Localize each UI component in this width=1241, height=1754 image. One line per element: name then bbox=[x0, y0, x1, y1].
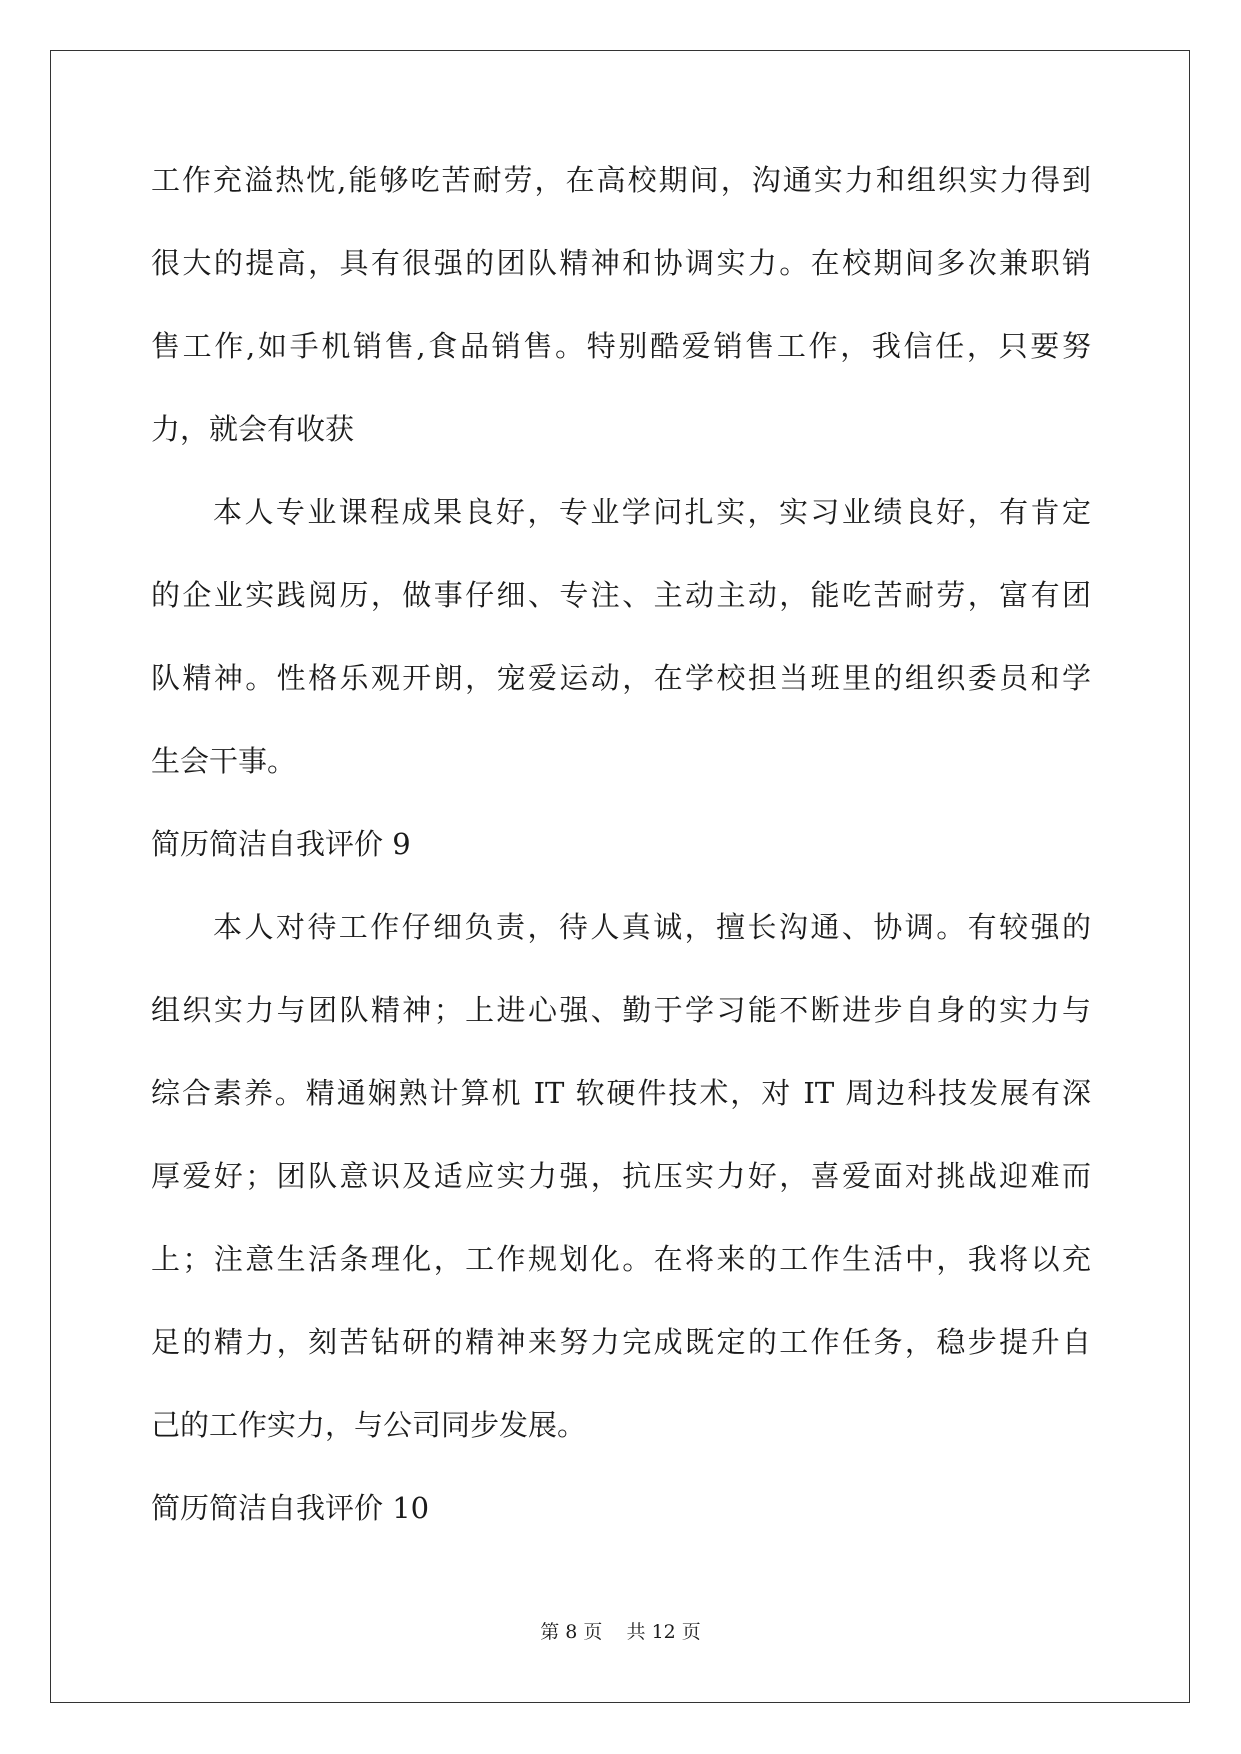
body-line: 的企业实践阅历，做事仔细、专注、主动主动，能吃苦耐劳，富有团 bbox=[151, 578, 1091, 612]
page-number: 第 8 页 共 12 页 bbox=[540, 1621, 701, 1643]
body-line: 足的精力，刻苦钻研的精神来努力完成既定的工作任务，稳步提升自 bbox=[151, 1325, 1091, 1359]
body-line: 综合素养。精通娴熟计算机 IT 软硬件技术，对 IT 周边科技发展有深 bbox=[151, 1076, 1091, 1110]
body-line: 组织实力与团队精神；上进心强、勤于学习能不断进步自身的实力与 bbox=[151, 993, 1091, 1027]
body-line: 很大的提高，具有很强的团队精神和协调实力。在校期间多次兼职销 bbox=[151, 246, 1091, 280]
paragraph-first-line: 本人专业课程成果良好，专业学问扎实，实习业绩良好，有肯定 bbox=[213, 495, 1091, 529]
section-heading: 简历简洁自我评价 9 bbox=[151, 827, 411, 861]
body-line: 售工作,如手机销售,食品销售。特别酷爱销售工作，我信任，只要努 bbox=[151, 329, 1091, 363]
body-line: 厚爱好；团队意识及适应实力强，抗压实力好，喜爱面对挑战迎难而 bbox=[151, 1159, 1091, 1193]
body-line: 上；注意生活条理化，工作规划化。在将来的工作生活中，我将以充 bbox=[151, 1242, 1091, 1276]
body-line: 工作充溢热忱,能够吃苦耐劳，在高校期间，沟通实力和组织实力得到 bbox=[151, 163, 1091, 197]
body-line: 己的工作实力，与公司同步发展。 bbox=[151, 1408, 587, 1442]
section-heading: 简历简洁自我评价 10 bbox=[151, 1491, 430, 1525]
body-line: 队精神。性格乐观开朗，宠爱运动，在学校担当班里的组织委员和学 bbox=[151, 661, 1091, 695]
body-line: 力，就会有收获 bbox=[151, 412, 355, 446]
body-line: 生会干事。 bbox=[151, 744, 297, 778]
paragraph-first-line: 本人对待工作仔细负责，待人真诚，擅长沟通、协调。有较强的 bbox=[213, 910, 1091, 944]
document-body bbox=[151, 160, 1091, 1571]
